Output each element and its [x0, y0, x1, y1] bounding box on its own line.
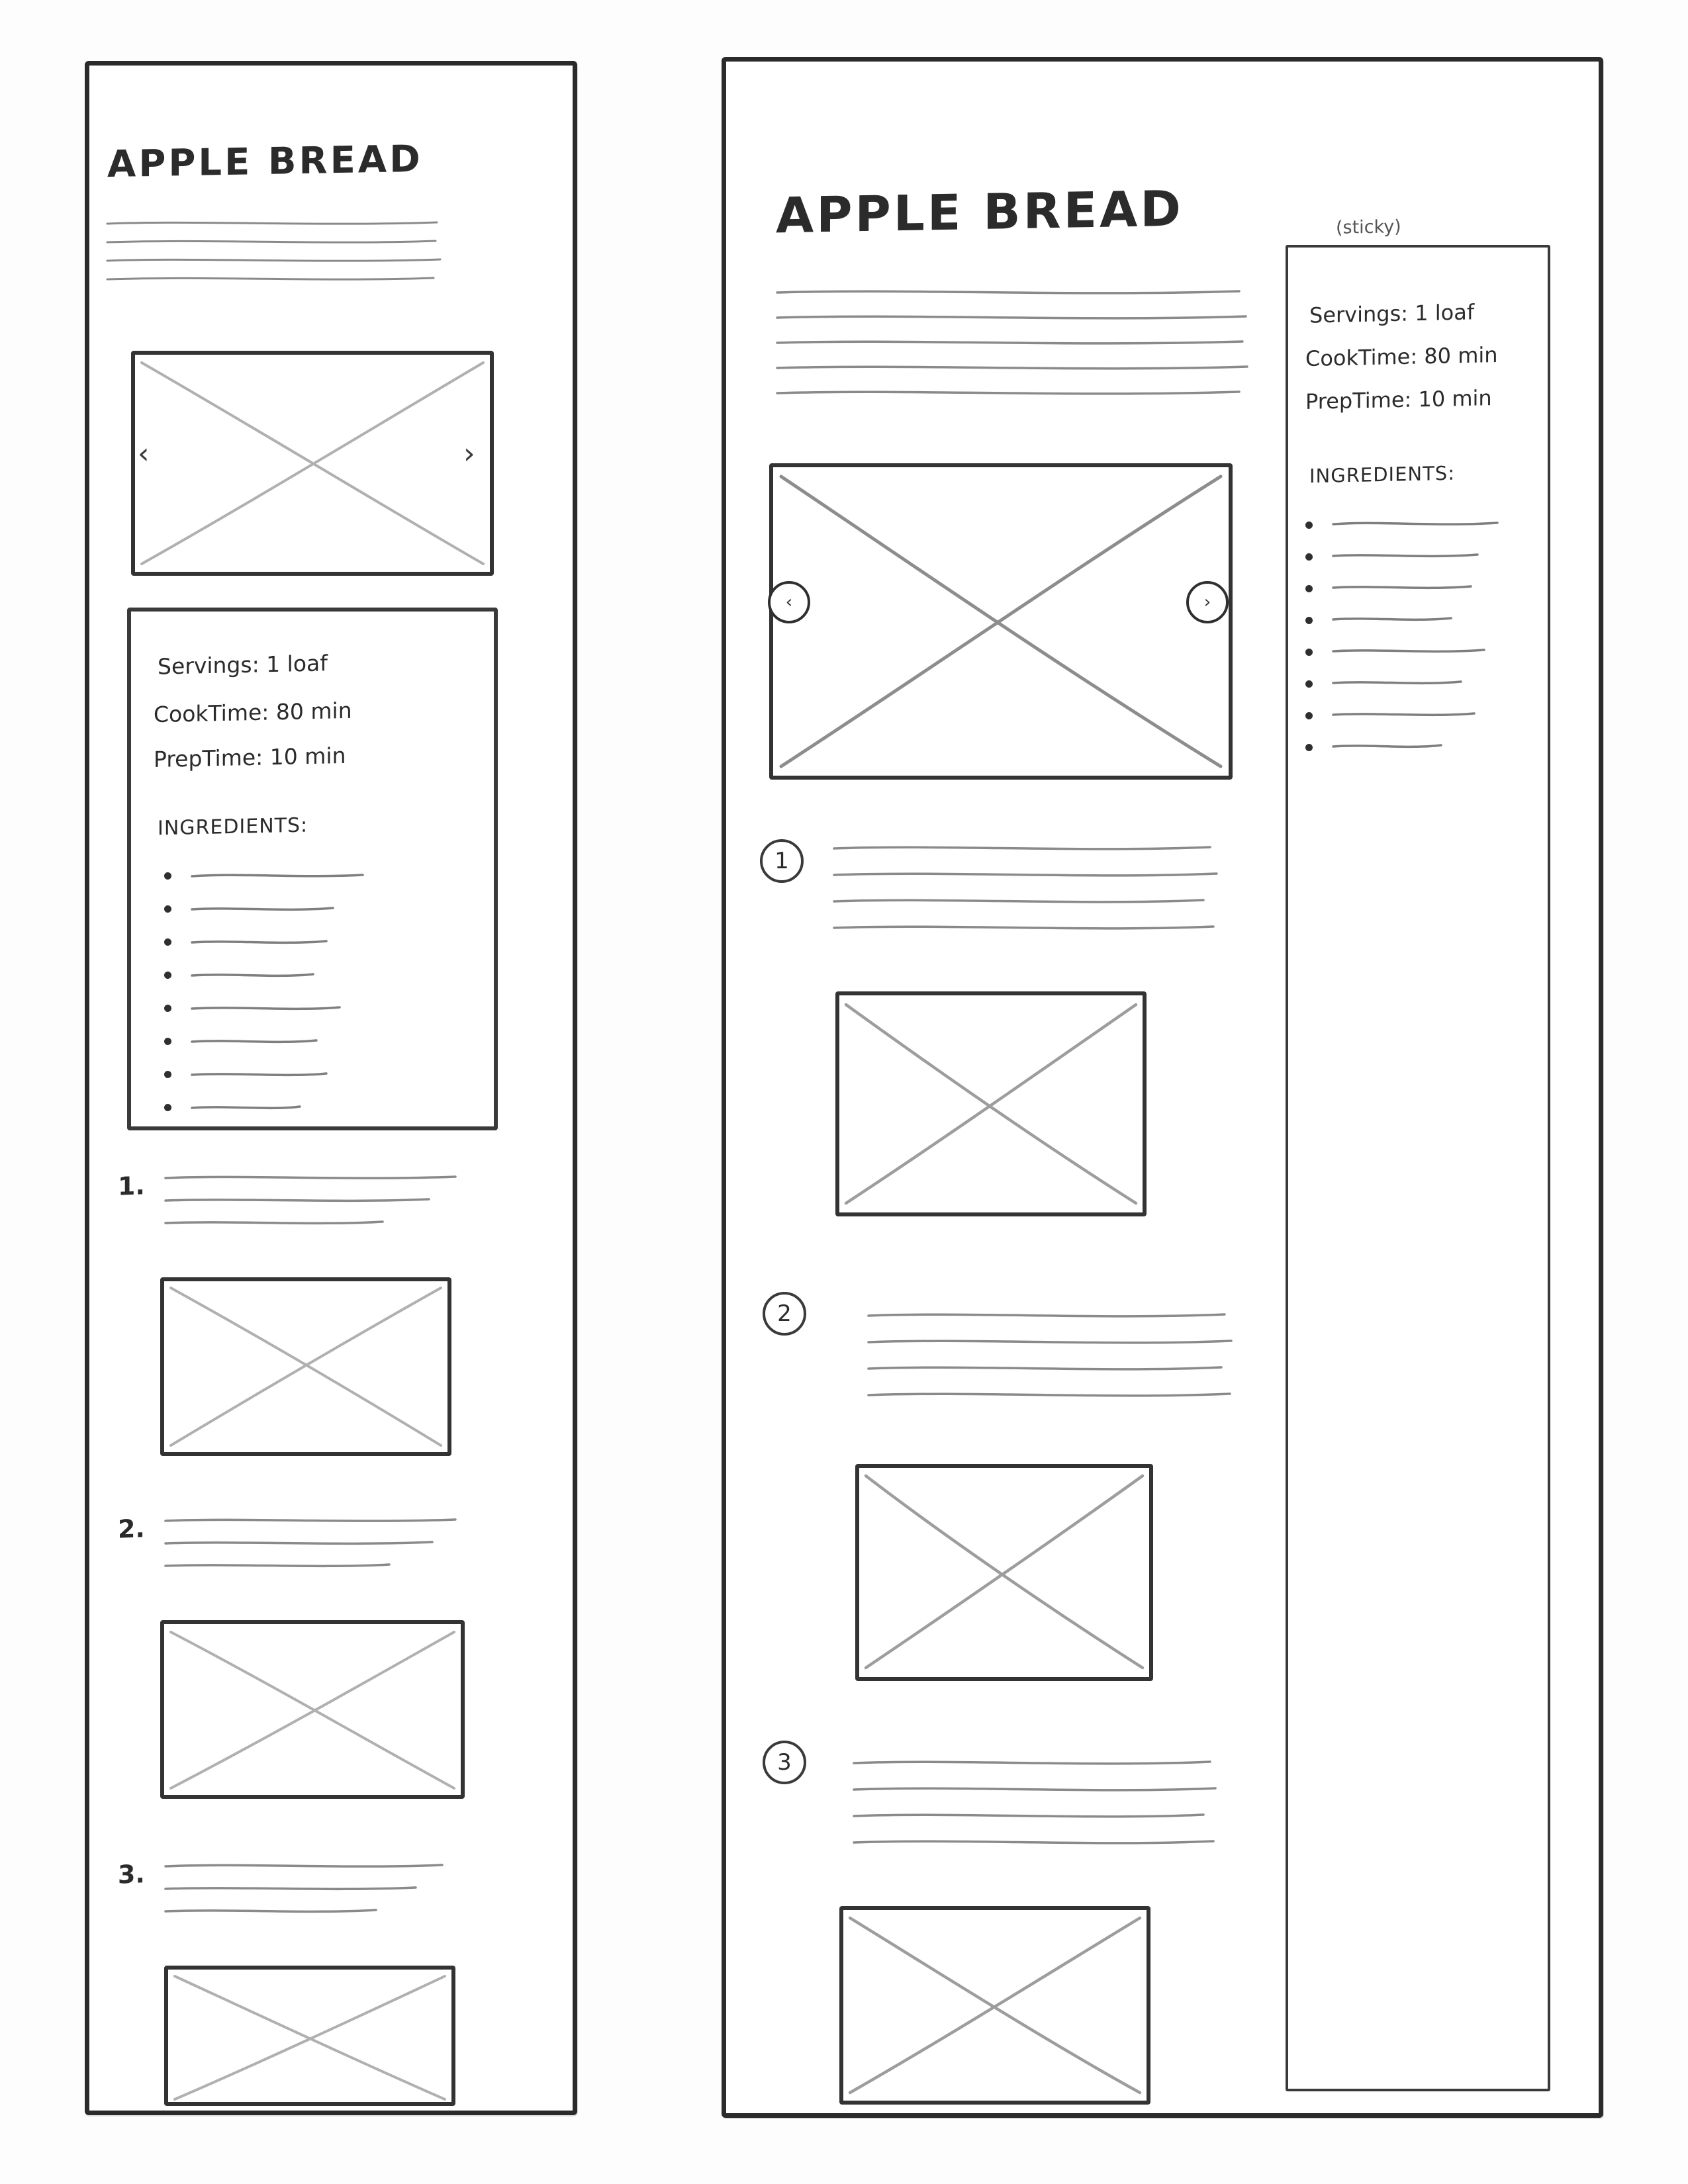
mobile-ingredient-bullet [164, 1104, 171, 1111]
desktop-ingredient-bullet [1305, 649, 1313, 656]
mobile-servings: Servings: 1 loaf [158, 650, 328, 680]
mobile-step-2-image [160, 1620, 465, 1799]
desktop-ingredient-bullet [1305, 585, 1313, 592]
mobile-ingredient-bullet [164, 938, 171, 946]
desktop-ingredient-lines [1332, 516, 1517, 761]
desktop-cook-time: CookTime: 80 min [1305, 341, 1498, 372]
desktop-step-1-image [835, 991, 1147, 1216]
mobile-hero-image [131, 351, 494, 576]
mobile-carousel-prev-icon[interactable]: ‹ [138, 437, 150, 471]
mobile-prep-time: PrepTime: 10 min [154, 742, 346, 773]
desktop-hero-image [769, 463, 1233, 780]
desktop-step-2-number: 2 [763, 1292, 806, 1336]
mobile-step-3-image [164, 1966, 455, 2106]
mobile-step-1-lines [164, 1171, 469, 1231]
desktop-step-1-number: 1 [760, 839, 804, 883]
mobile-step-2-number: 2. [118, 1514, 145, 1544]
desktop-step-2-lines [867, 1308, 1238, 1400]
mobile-step-2-lines [164, 1514, 469, 1574]
desktop-carousel-next-button[interactable]: › [1186, 581, 1229, 623]
desktop-servings: Servings: 1 loaf [1309, 299, 1475, 328]
mobile-page-title: APPLE BREAD [107, 137, 423, 187]
desktop-step-3-lines [853, 1755, 1223, 1848]
desktop-ingredient-bullet [1305, 522, 1313, 529]
desktop-page-title: APPLE BREAD [776, 180, 1184, 245]
desktop-step-1-lines [833, 841, 1223, 933]
desktop-ingredient-bullet [1305, 712, 1313, 719]
desktop-ingredient-bullet [1305, 744, 1313, 751]
mobile-step-3-lines [164, 1860, 469, 1919]
mobile-ingredient-lines [191, 867, 389, 1125]
mobile-step-3-number: 3. [118, 1859, 145, 1889]
sticky-note-label: (sticky) [1336, 216, 1401, 238]
desktop-ingredients-heading: INGREDIENTS: [1309, 461, 1455, 488]
mobile-ingredient-bullet [164, 1038, 171, 1045]
desktop-ingredient-bullet [1305, 617, 1313, 624]
mobile-step-1-number: 1. [118, 1171, 145, 1201]
desktop-carousel-prev-button[interactable]: ‹ [768, 581, 810, 623]
mobile-cook-time: CookTime: 80 min [154, 697, 352, 728]
mobile-ingredient-bullet [164, 872, 171, 880]
mobile-ingredient-bullet [164, 1071, 171, 1078]
mobile-intro-lines [106, 218, 450, 298]
mobile-ingredients-heading: INGREDIENTS: [158, 813, 308, 841]
mobile-ingredient-bullet [164, 1005, 171, 1012]
mobile-ingredient-bullet [164, 972, 171, 979]
desktop-ingredient-bullet [1305, 680, 1313, 688]
desktop-prep-time: PrepTime: 10 min [1305, 385, 1492, 414]
desktop-ingredient-bullet [1305, 553, 1313, 561]
mobile-carousel-next-icon[interactable]: › [463, 437, 475, 471]
desktop-step-2-image [855, 1464, 1153, 1681]
mobile-step-1-image [160, 1277, 451, 1456]
mobile-ingredient-bullet [164, 905, 171, 913]
desktop-intro-lines [776, 286, 1252, 405]
desktop-step-3-number: 3 [763, 1741, 806, 1784]
desktop-step-3-image [839, 1906, 1150, 2105]
